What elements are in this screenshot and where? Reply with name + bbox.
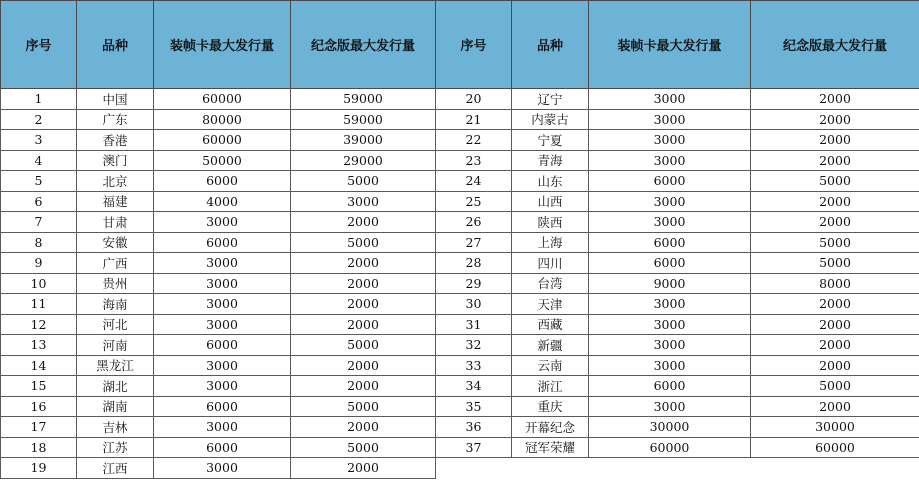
cell-seq: 23 bbox=[436, 150, 512, 171]
cell-variety: 福建 bbox=[77, 191, 154, 212]
cell-framed-card: 6000 bbox=[589, 171, 751, 192]
table-row bbox=[1, 294, 436, 315]
cell-commemorative: 2000 bbox=[291, 294, 436, 315]
cell-seq: 26 bbox=[436, 212, 512, 233]
cell-seq: 9 bbox=[1, 253, 77, 274]
table-row bbox=[436, 89, 919, 110]
cell-variety: 广东 bbox=[77, 109, 154, 130]
cell-variety: 上海 bbox=[512, 232, 589, 253]
header-commemorative: 纪念版最大发行量 bbox=[291, 1, 436, 89]
cell-commemorative: 2000 bbox=[291, 253, 436, 274]
table-row bbox=[436, 396, 919, 417]
header-row bbox=[1, 1, 436, 89]
table-row bbox=[1, 130, 436, 151]
header-seq: 序号 bbox=[436, 1, 512, 89]
cell-commemorative: 5000 bbox=[291, 396, 436, 417]
table-row bbox=[1, 355, 436, 376]
cell-commemorative: 3000 bbox=[291, 191, 436, 212]
cell-commemorative: 2000 bbox=[751, 89, 919, 110]
cell-framed-card: 3000 bbox=[589, 335, 751, 356]
cell-variety: 陕西 bbox=[512, 212, 589, 233]
table-row bbox=[1, 314, 436, 335]
header-framed-card: 装帧卡最大发行量 bbox=[589, 1, 751, 89]
cell-commemorative: 2000 bbox=[751, 355, 919, 376]
cell-variety: 青海 bbox=[512, 150, 589, 171]
cell-framed-card: 3000 bbox=[589, 191, 751, 212]
cell-seq: 21 bbox=[436, 109, 512, 130]
table-row bbox=[436, 109, 919, 130]
cell-seq: 13 bbox=[1, 335, 77, 356]
table-row bbox=[436, 294, 919, 315]
table-row bbox=[436, 130, 919, 151]
cell-variety: 湖北 bbox=[77, 376, 154, 397]
cell-variety: 广西 bbox=[77, 253, 154, 274]
cell-framed-card: 30000 bbox=[589, 417, 751, 438]
cell-seq: 20 bbox=[436, 89, 512, 110]
table-row bbox=[436, 191, 919, 212]
cell-variety: 北京 bbox=[77, 171, 154, 192]
cell-variety: 冠军荣耀 bbox=[512, 437, 589, 458]
table-row bbox=[1, 335, 436, 356]
header-variety: 品种 bbox=[77, 1, 154, 89]
cell-variety: 台湾 bbox=[512, 273, 589, 294]
header-commemorative: 纪念版最大发行量 bbox=[751, 1, 919, 89]
cell-seq: 36 bbox=[436, 417, 512, 438]
cell-seq: 3 bbox=[1, 130, 77, 151]
table-row bbox=[1, 232, 436, 253]
cell-seq: 6 bbox=[1, 191, 77, 212]
cell-seq: 35 bbox=[436, 396, 512, 417]
cell-framed-card: 60000 bbox=[589, 437, 751, 458]
table-row bbox=[436, 273, 919, 294]
table-row bbox=[436, 171, 919, 192]
table-row bbox=[1, 89, 436, 110]
cell-seq: 28 bbox=[436, 253, 512, 274]
cell-seq: 22 bbox=[436, 130, 512, 151]
cell-variety: 四川 bbox=[512, 253, 589, 274]
cell-variety: 天津 bbox=[512, 294, 589, 315]
table-row bbox=[1, 458, 436, 479]
cell-seq: 12 bbox=[1, 314, 77, 335]
cell-seq: 19 bbox=[1, 458, 77, 479]
header-framed-card: 装帧卡最大发行量 bbox=[154, 1, 291, 89]
table-row bbox=[436, 314, 919, 335]
table-row bbox=[1, 396, 436, 417]
cell-framed-card: 3000 bbox=[589, 355, 751, 376]
cell-framed-card: 3000 bbox=[589, 109, 751, 130]
table-row bbox=[1, 437, 436, 458]
cell-variety: 浙江 bbox=[512, 376, 589, 397]
cell-framed-card: 3000 bbox=[589, 294, 751, 315]
table-row bbox=[1, 376, 436, 397]
cell-framed-card: 3000 bbox=[154, 212, 291, 233]
cell-framed-card: 6000 bbox=[154, 335, 291, 356]
cell-commemorative: 2000 bbox=[751, 212, 919, 233]
cell-commemorative: 2000 bbox=[751, 130, 919, 151]
cell-commemorative: 5000 bbox=[751, 232, 919, 253]
table-row bbox=[1, 109, 436, 130]
cell-variety: 新疆 bbox=[512, 335, 589, 356]
cell-commemorative: 5000 bbox=[751, 171, 919, 192]
table-row bbox=[1, 212, 436, 233]
table-row bbox=[436, 376, 919, 397]
cell-variety: 海南 bbox=[77, 294, 154, 315]
header-variety: 品种 bbox=[512, 1, 589, 89]
cell-framed-card: 3000 bbox=[154, 458, 291, 479]
cell-variety: 内蒙古 bbox=[512, 109, 589, 130]
cell-framed-card: 3000 bbox=[154, 294, 291, 315]
cell-variety: 黑龙江 bbox=[77, 355, 154, 376]
cell-commemorative: 59000 bbox=[291, 89, 436, 110]
cell-seq: 32 bbox=[436, 335, 512, 356]
cell-seq: 7 bbox=[1, 212, 77, 233]
cell-variety: 湖南 bbox=[77, 396, 154, 417]
cell-seq: 30 bbox=[436, 294, 512, 315]
cell-commemorative: 39000 bbox=[291, 130, 436, 151]
cell-seq: 17 bbox=[1, 417, 77, 438]
cell-commemorative: 2000 bbox=[751, 314, 919, 335]
cell-seq: 37 bbox=[436, 437, 512, 458]
cell-framed-card: 50000 bbox=[154, 150, 291, 171]
cell-commemorative: 5000 bbox=[291, 335, 436, 356]
cell-commemorative: 2000 bbox=[291, 314, 436, 335]
cell-variety: 重庆 bbox=[512, 396, 589, 417]
table-row bbox=[436, 355, 919, 376]
cell-variety: 贵州 bbox=[77, 273, 154, 294]
cell-seq: 1 bbox=[1, 89, 77, 110]
cell-commemorative: 2000 bbox=[751, 109, 919, 130]
cell-variety: 山西 bbox=[512, 191, 589, 212]
table-row bbox=[436, 232, 919, 253]
cell-commemorative: 2000 bbox=[291, 376, 436, 397]
cell-framed-card: 6000 bbox=[589, 253, 751, 274]
table-row bbox=[436, 212, 919, 233]
cell-seq: 18 bbox=[1, 437, 77, 458]
cell-seq: 8 bbox=[1, 232, 77, 253]
cell-variety: 江西 bbox=[77, 458, 154, 479]
cell-seq: 2 bbox=[1, 109, 77, 130]
cell-commemorative: 29000 bbox=[291, 150, 436, 171]
cell-framed-card: 3000 bbox=[154, 376, 291, 397]
cell-commemorative: 5000 bbox=[291, 437, 436, 458]
table-row bbox=[1, 171, 436, 192]
cell-framed-card: 3000 bbox=[154, 355, 291, 376]
cell-variety: 河南 bbox=[77, 335, 154, 356]
cell-framed-card: 3000 bbox=[589, 150, 751, 171]
cell-seq: 10 bbox=[1, 273, 77, 294]
cell-framed-card: 3000 bbox=[589, 396, 751, 417]
cell-variety: 河北 bbox=[77, 314, 154, 335]
cell-seq: 11 bbox=[1, 294, 77, 315]
cell-commemorative: 5000 bbox=[291, 171, 436, 192]
cell-seq: 4 bbox=[1, 150, 77, 171]
cell-framed-card: 6000 bbox=[154, 437, 291, 458]
cell-seq: 14 bbox=[1, 355, 77, 376]
cell-commemorative: 2000 bbox=[291, 417, 436, 438]
header-seq: 序号 bbox=[1, 1, 77, 89]
cell-seq: 5 bbox=[1, 171, 77, 192]
cell-variety: 宁夏 bbox=[512, 130, 589, 151]
cell-commemorative: 2000 bbox=[751, 150, 919, 171]
cell-seq: 34 bbox=[436, 376, 512, 397]
cell-framed-card: 4000 bbox=[154, 191, 291, 212]
header-row bbox=[436, 1, 919, 89]
issue-table-left bbox=[0, 0, 436, 479]
cell-variety: 开幕纪念 bbox=[512, 417, 589, 438]
cell-seq: 15 bbox=[1, 376, 77, 397]
cell-commemorative: 2000 bbox=[751, 396, 919, 417]
cell-framed-card: 60000 bbox=[154, 89, 291, 110]
table-row bbox=[1, 273, 436, 294]
cell-framed-card: 60000 bbox=[154, 130, 291, 151]
cell-commemorative: 8000 bbox=[751, 273, 919, 294]
cell-framed-card: 3000 bbox=[589, 130, 751, 151]
table-row bbox=[436, 417, 919, 438]
cell-seq: 33 bbox=[436, 355, 512, 376]
cell-seq: 25 bbox=[436, 191, 512, 212]
table-row bbox=[436, 437, 919, 458]
cell-variety: 云南 bbox=[512, 355, 589, 376]
cell-variety: 澳门 bbox=[77, 150, 154, 171]
cell-variety: 甘肃 bbox=[77, 212, 154, 233]
cell-commemorative: 5000 bbox=[751, 376, 919, 397]
cell-commemorative: 60000 bbox=[751, 437, 919, 458]
cell-commemorative: 5000 bbox=[291, 232, 436, 253]
cell-seq: 24 bbox=[436, 171, 512, 192]
table-row bbox=[436, 150, 919, 171]
cell-seq: 16 bbox=[1, 396, 77, 417]
cell-commemorative: 2000 bbox=[751, 191, 919, 212]
cell-commemorative: 2000 bbox=[751, 294, 919, 315]
cell-framed-card: 3000 bbox=[154, 253, 291, 274]
cell-variety: 安徽 bbox=[77, 232, 154, 253]
cell-framed-card: 6000 bbox=[154, 171, 291, 192]
cell-commemorative: 2000 bbox=[751, 335, 919, 356]
cell-variety: 香港 bbox=[77, 130, 154, 151]
cell-seq: 27 bbox=[436, 232, 512, 253]
cell-framed-card: 3000 bbox=[154, 314, 291, 335]
cell-commemorative: 2000 bbox=[291, 273, 436, 294]
cell-commemorative: 59000 bbox=[291, 109, 436, 130]
cell-variety: 中国 bbox=[77, 89, 154, 110]
cell-framed-card: 3000 bbox=[589, 314, 751, 335]
cell-framed-card: 80000 bbox=[154, 109, 291, 130]
table-row bbox=[1, 191, 436, 212]
cell-variety: 江苏 bbox=[77, 437, 154, 458]
cell-framed-card: 3000 bbox=[154, 417, 291, 438]
cell-framed-card: 6000 bbox=[589, 232, 751, 253]
cell-framed-card: 9000 bbox=[589, 273, 751, 294]
cell-framed-card: 3000 bbox=[589, 212, 751, 233]
cell-variety: 辽宁 bbox=[512, 89, 589, 110]
cell-framed-card: 6000 bbox=[589, 376, 751, 397]
cell-variety: 吉林 bbox=[77, 417, 154, 438]
table-row bbox=[436, 253, 919, 274]
table-row bbox=[436, 335, 919, 356]
cell-variety: 西藏 bbox=[512, 314, 589, 335]
issue-table-right bbox=[435, 0, 919, 458]
cell-commemorative: 30000 bbox=[751, 417, 919, 438]
cell-framed-card: 6000 bbox=[154, 232, 291, 253]
table-row bbox=[1, 417, 436, 438]
cell-commemorative: 2000 bbox=[291, 355, 436, 376]
cell-seq: 29 bbox=[436, 273, 512, 294]
cell-seq: 31 bbox=[436, 314, 512, 335]
cell-framed-card: 6000 bbox=[154, 396, 291, 417]
cell-commemorative: 2000 bbox=[291, 212, 436, 233]
cell-commemorative: 5000 bbox=[751, 253, 919, 274]
cell-variety: 山东 bbox=[512, 171, 589, 192]
table-row bbox=[1, 150, 436, 171]
cell-commemorative: 2000 bbox=[291, 458, 436, 479]
table-row bbox=[1, 253, 436, 274]
cell-framed-card: 3000 bbox=[589, 89, 751, 110]
cell-framed-card: 3000 bbox=[154, 273, 291, 294]
